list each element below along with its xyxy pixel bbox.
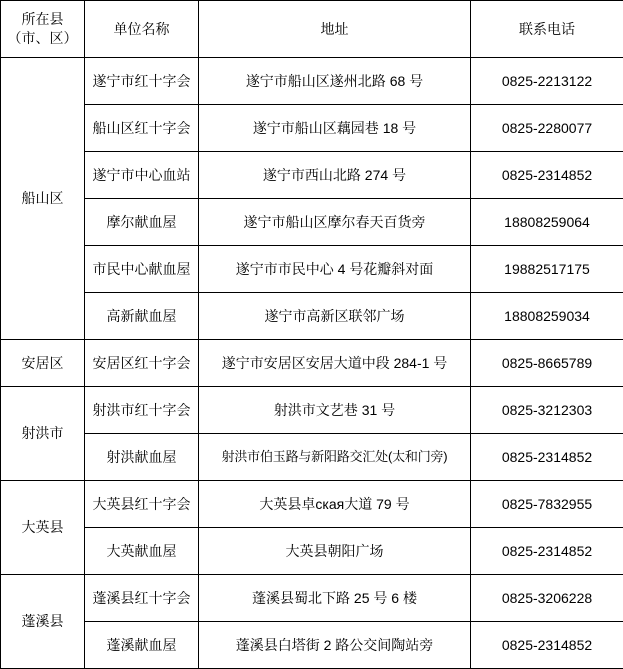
address-cell: 遂宁市船山区摩尔春天百货旁 (199, 199, 471, 246)
table-row (1, 152, 623, 199)
header-organization: 单位名称 (85, 1, 199, 58)
address-cell: 射洪市文艺巷 31 号 (199, 387, 471, 434)
org-cell: 市民中心献血屋 (85, 246, 199, 293)
header-phone: 联系电话 (471, 1, 623, 58)
address-cell: 大英县卓ская大道 79 号 (199, 481, 471, 528)
phone-cell: 18808259064 (471, 199, 623, 246)
table-row (1, 293, 623, 340)
table-row (1, 622, 623, 669)
table-row (1, 434, 623, 481)
org-cell: 大英献血屋 (85, 528, 199, 575)
table-row (1, 199, 623, 246)
address-cell: 大英县朝阳广场 (199, 528, 471, 575)
address-cell: 遂宁市船山区遂州北路 68 号 (199, 58, 471, 105)
county-cell: 船山区 (1, 58, 85, 340)
county-cell: 射洪市 (1, 387, 85, 481)
address-cell: 遂宁市市民中心 4 号花瓣斜对面 (199, 246, 471, 293)
county-cell: 大英县 (1, 481, 85, 575)
phone-cell: 0825-2314852 (471, 434, 623, 481)
table-row (1, 528, 623, 575)
org-cell: 安居区红十字会 (85, 340, 199, 387)
org-cell: 射洪市红十字会 (85, 387, 199, 434)
org-cell: 射洪献血屋 (85, 434, 199, 481)
phone-cell: 0825-3206228 (471, 575, 623, 622)
table-header-row (1, 1, 623, 58)
header-county-line1: 所在县 (4, 10, 81, 29)
address-cell: 遂宁市安居区安居大道中段 284-1 号 (199, 340, 471, 387)
address-cell: 蓬溪县白塔街 2 路公交间陶站旁 (199, 622, 471, 669)
table-row (1, 340, 623, 387)
phone-cell: 0825-8665789 (471, 340, 623, 387)
phone-cell: 0825-2314852 (471, 152, 623, 199)
table-row (1, 105, 623, 152)
org-cell: 高新献血屋 (85, 293, 199, 340)
table-row (1, 481, 623, 528)
phone-cell: 0825-7832955 (471, 481, 623, 528)
header-address: 地址 (199, 1, 471, 58)
phone-cell: 0825-2280077 (471, 105, 623, 152)
org-cell: 遂宁市红十字会 (85, 58, 199, 105)
phone-cell: 18808259034 (471, 293, 623, 340)
org-cell: 摩尔献血屋 (85, 199, 199, 246)
table-row (1, 58, 623, 105)
phone-cell: 0825-3212303 (471, 387, 623, 434)
phone-cell: 0825-2213122 (471, 58, 623, 105)
address-cell: 射洪市伯玉路与新阳路交汇处(太和门旁) (199, 434, 471, 481)
org-cell: 船山区红十字会 (85, 105, 199, 152)
phone-cell: 0825-2314852 (471, 622, 623, 669)
header-county-line2: （市、区） (4, 29, 81, 48)
table-row (1, 387, 623, 434)
table-row (1, 575, 623, 622)
county-cell: 安居区 (1, 340, 85, 387)
address-cell: 遂宁市船山区藕园巷 18 号 (199, 105, 471, 152)
address-cell: 蓬溪县蜀北下路 25 号 6 楼 (199, 575, 471, 622)
county-cell: 蓬溪县 (1, 575, 85, 669)
table-row (1, 246, 623, 293)
org-cell: 遂宁市中心血站 (85, 152, 199, 199)
table-body (1, 58, 623, 669)
address-cell: 遂宁市西山北路 274 号 (199, 152, 471, 199)
org-cell: 大英县红十字会 (85, 481, 199, 528)
address-cell: 遂宁市高新区联邻广场 (199, 293, 471, 340)
phone-cell: 0825-2314852 (471, 528, 623, 575)
org-cell: 蓬溪县红十字会 (85, 575, 199, 622)
phone-cell: 19882517175 (471, 246, 623, 293)
header-county (1, 1, 85, 58)
org-cell: 蓬溪献血屋 (85, 622, 199, 669)
